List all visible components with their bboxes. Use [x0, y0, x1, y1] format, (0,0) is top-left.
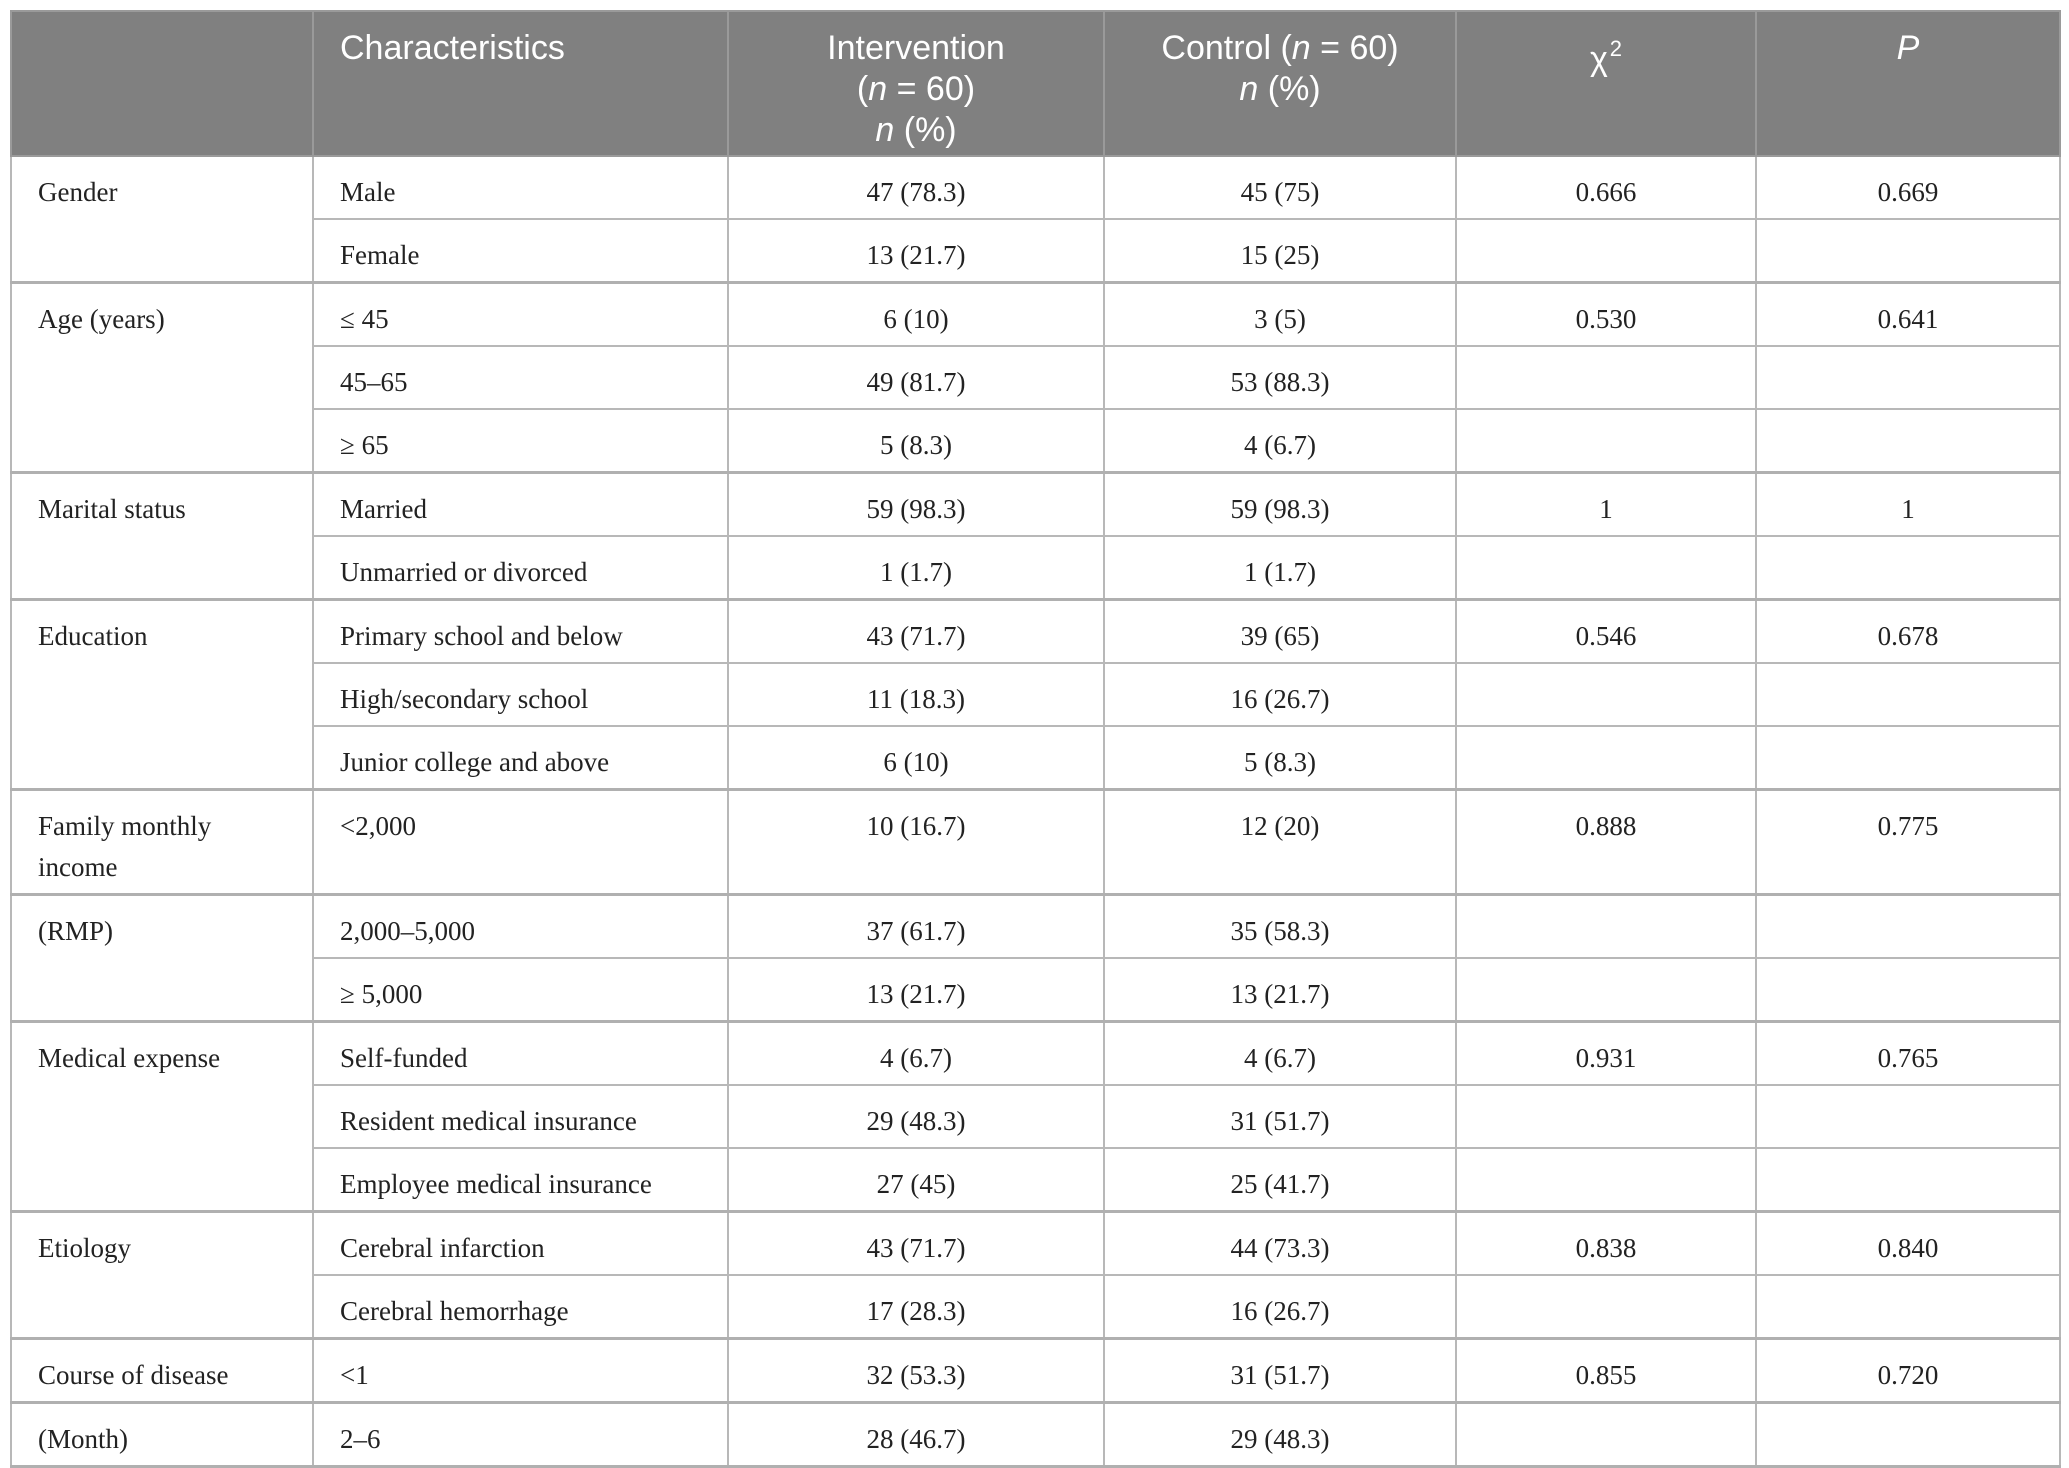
table-row [11, 219, 2060, 283]
header-control-count: = 60) [1310, 29, 1399, 67]
category-cell: ≥ 5,000 [313, 958, 728, 1022]
p-value-cell [1756, 726, 2060, 790]
p-value-cell [1756, 1403, 2060, 1467]
intervention-cell: 37 (61.7) [728, 895, 1104, 959]
control-cell: 15 (25) [1104, 219, 1456, 283]
group-label-cell: Age (years) [11, 283, 313, 473]
header-control-unit-n: n [1239, 70, 1259, 108]
group-label-cell: Gender [11, 156, 313, 283]
category-cell: Cerebral infarction [313, 1212, 728, 1276]
table-row [11, 536, 2060, 600]
category-cell: Resident medical insurance [313, 1085, 728, 1148]
p-value-cell [1756, 958, 2060, 1022]
chi-square-cell [1456, 219, 1756, 283]
intervention-cell: 32 (53.3) [728, 1339, 1104, 1403]
header-characteristics [313, 11, 728, 156]
control-cell: 16 (26.7) [1104, 1275, 1456, 1339]
intervention-cell: 43 (71.7) [728, 600, 1104, 664]
group-label-cell: Education [11, 600, 313, 790]
control-cell: 1 (1.7) [1104, 536, 1456, 600]
table-row [11, 156, 2060, 219]
control-cell: 29 (48.3) [1104, 1403, 1456, 1467]
intervention-cell: 4 (6.7) [728, 1022, 1104, 1086]
table-row [11, 1212, 2060, 1276]
p-value-cell: 1 [1756, 473, 2060, 537]
intervention-cell: 59 (98.3) [728, 473, 1104, 537]
intervention-cell: 13 (21.7) [728, 219, 1104, 283]
category-cell: Married [313, 473, 728, 537]
control-cell: 4 (6.7) [1104, 1022, 1456, 1086]
chi-square-cell [1456, 726, 1756, 790]
chi-square-cell [1456, 1275, 1756, 1339]
p-value-cell [1756, 663, 2060, 726]
control-cell: 35 (58.3) [1104, 895, 1456, 959]
category-cell: Junior college and above [313, 726, 728, 790]
category-cell: <2,000 [313, 790, 728, 895]
table-body [11, 156, 2060, 1467]
p-value-cell [1756, 1275, 2060, 1339]
table-row [11, 895, 2060, 959]
header-row [11, 11, 2060, 156]
chi-square-cell [1456, 346, 1756, 409]
table-row [11, 409, 2060, 473]
control-cell: 4 (6.7) [1104, 409, 1456, 473]
p-value-cell [1756, 346, 2060, 409]
header-intervention-paren: ( [856, 70, 869, 108]
table-row [11, 726, 2060, 790]
header-intervention-title: Intervention [827, 29, 1005, 67]
table-row [11, 1403, 2060, 1467]
chi-square-cell [1456, 536, 1756, 600]
control-cell: 44 (73.3) [1104, 1212, 1456, 1276]
category-cell: 45–65 [313, 346, 728, 409]
intervention-cell: 47 (78.3) [728, 156, 1104, 219]
category-cell: 2,000–5,000 [313, 895, 728, 959]
chi-square-cell [1456, 958, 1756, 1022]
p-value-cell [1756, 536, 2060, 600]
header-chi-superscript: 2 [1609, 36, 1623, 61]
p-value-cell: 0.678 [1756, 600, 2060, 664]
table-row [11, 283, 2060, 347]
table-row [11, 1339, 2060, 1403]
category-cell: ≥ 65 [313, 409, 728, 473]
header-group-blank [11, 11, 313, 156]
chi-square-cell: 0.530 [1456, 283, 1756, 347]
chi-square-cell [1456, 409, 1756, 473]
header-chi-square [1456, 11, 1756, 156]
chi-square-cell [1456, 1403, 1756, 1467]
header-control-title: Control ( [1161, 29, 1292, 67]
category-cell: ≤ 45 [313, 283, 728, 347]
p-value-cell: 0.775 [1756, 790, 2060, 895]
control-cell: 59 (98.3) [1104, 473, 1456, 537]
p-value-cell: 0.669 [1756, 156, 2060, 219]
table-row [11, 1275, 2060, 1339]
table-header [11, 11, 2060, 156]
p-value-cell [1756, 409, 2060, 473]
header-chi-symbol: χ [1589, 40, 1608, 78]
p-value-cell [1756, 1085, 2060, 1148]
intervention-cell: 6 (10) [728, 726, 1104, 790]
header-intervention-unit-n: n [875, 111, 895, 149]
intervention-cell: 17 (28.3) [728, 1275, 1104, 1339]
intervention-cell: 11 (18.3) [728, 663, 1104, 726]
group-label-cell: (Month) [11, 1403, 313, 1467]
table-row [11, 958, 2060, 1022]
intervention-cell: 29 (48.3) [728, 1085, 1104, 1148]
chi-square-cell: 0.666 [1456, 156, 1756, 219]
group-label-cell: Etiology [11, 1212, 313, 1339]
control-cell: 3 (5) [1104, 283, 1456, 347]
chi-square-cell: 0.931 [1456, 1022, 1756, 1086]
table-row [11, 346, 2060, 409]
table-row [11, 790, 2060, 895]
chi-square-cell [1456, 1085, 1756, 1148]
chi-square-cell: 1 [1456, 473, 1756, 537]
category-cell: Cerebral hemorrhage [313, 1275, 728, 1339]
control-cell: 31 (51.7) [1104, 1085, 1456, 1148]
header-p-value [1756, 11, 2060, 156]
header-p-text: P [1896, 29, 1920, 67]
control-cell: 5 (8.3) [1104, 726, 1456, 790]
category-cell: Self-funded [313, 1022, 728, 1086]
table-row [11, 663, 2060, 726]
chi-square-cell: 0.888 [1456, 790, 1756, 895]
intervention-cell: 28 (46.7) [728, 1403, 1104, 1467]
category-cell: <1 [313, 1339, 728, 1403]
control-cell: 25 (41.7) [1104, 1148, 1456, 1212]
intervention-cell: 49 (81.7) [728, 346, 1104, 409]
p-value-cell: 0.840 [1756, 1212, 2060, 1276]
group-label-cell: Marital status [11, 473, 313, 600]
table-row [11, 1085, 2060, 1148]
header-intervention-unit-pct: (%) [894, 111, 957, 149]
header-intervention-n: n [868, 70, 888, 108]
control-cell: 39 (65) [1104, 600, 1456, 664]
control-cell: 31 (51.7) [1104, 1339, 1456, 1403]
table-row [11, 600, 2060, 664]
header-intervention [728, 11, 1104, 156]
table-row [11, 473, 2060, 537]
p-value-cell: 0.641 [1756, 283, 2060, 347]
category-cell: 2–6 [313, 1403, 728, 1467]
category-cell: Male [313, 156, 728, 219]
intervention-cell: 10 (16.7) [728, 790, 1104, 895]
p-value-cell: 0.765 [1756, 1022, 2060, 1086]
p-value-cell [1756, 219, 2060, 283]
header-control [1104, 11, 1456, 156]
header-characteristics-text: Characteristics [340, 29, 565, 67]
table-row [11, 1022, 2060, 1086]
category-cell: Female [313, 219, 728, 283]
header-control-n: n [1291, 29, 1311, 67]
control-cell: 45 (75) [1104, 156, 1456, 219]
header-control-unit-pct: (%) [1258, 70, 1321, 108]
group-label-cell: Family monthly income [11, 790, 313, 895]
p-value-cell: 0.720 [1756, 1339, 2060, 1403]
category-cell: High/secondary school [313, 663, 728, 726]
chi-square-cell [1456, 663, 1756, 726]
control-cell: 12 (20) [1104, 790, 1456, 895]
chi-square-cell [1456, 895, 1756, 959]
category-cell: Unmarried or divorced [313, 536, 728, 600]
intervention-cell: 13 (21.7) [728, 958, 1104, 1022]
chi-square-cell [1456, 1148, 1756, 1212]
category-cell: Employee medical insurance [313, 1148, 728, 1212]
chi-square-cell: 0.838 [1456, 1212, 1756, 1276]
intervention-cell: 43 (71.7) [728, 1212, 1104, 1276]
intervention-cell: 27 (45) [728, 1148, 1104, 1212]
chi-square-cell: 0.546 [1456, 600, 1756, 664]
group-label-cell: Medical expense [11, 1022, 313, 1212]
category-cell: Primary school and below [313, 600, 728, 664]
table-row [11, 1148, 2060, 1212]
header-intervention-count: = 60) [887, 70, 976, 108]
group-label-cell: Course of disease [11, 1339, 313, 1403]
intervention-cell: 6 (10) [728, 283, 1104, 347]
control-cell: 53 (88.3) [1104, 346, 1456, 409]
intervention-cell: 5 (8.3) [728, 409, 1104, 473]
p-value-cell [1756, 895, 2060, 959]
characteristics-table [10, 10, 2061, 1468]
chi-square-cell: 0.855 [1456, 1339, 1756, 1403]
control-cell: 16 (26.7) [1104, 663, 1456, 726]
control-cell: 13 (21.7) [1104, 958, 1456, 1022]
intervention-cell: 1 (1.7) [728, 536, 1104, 600]
p-value-cell [1756, 1148, 2060, 1212]
group-label-cell: (RMP) [11, 895, 313, 1022]
